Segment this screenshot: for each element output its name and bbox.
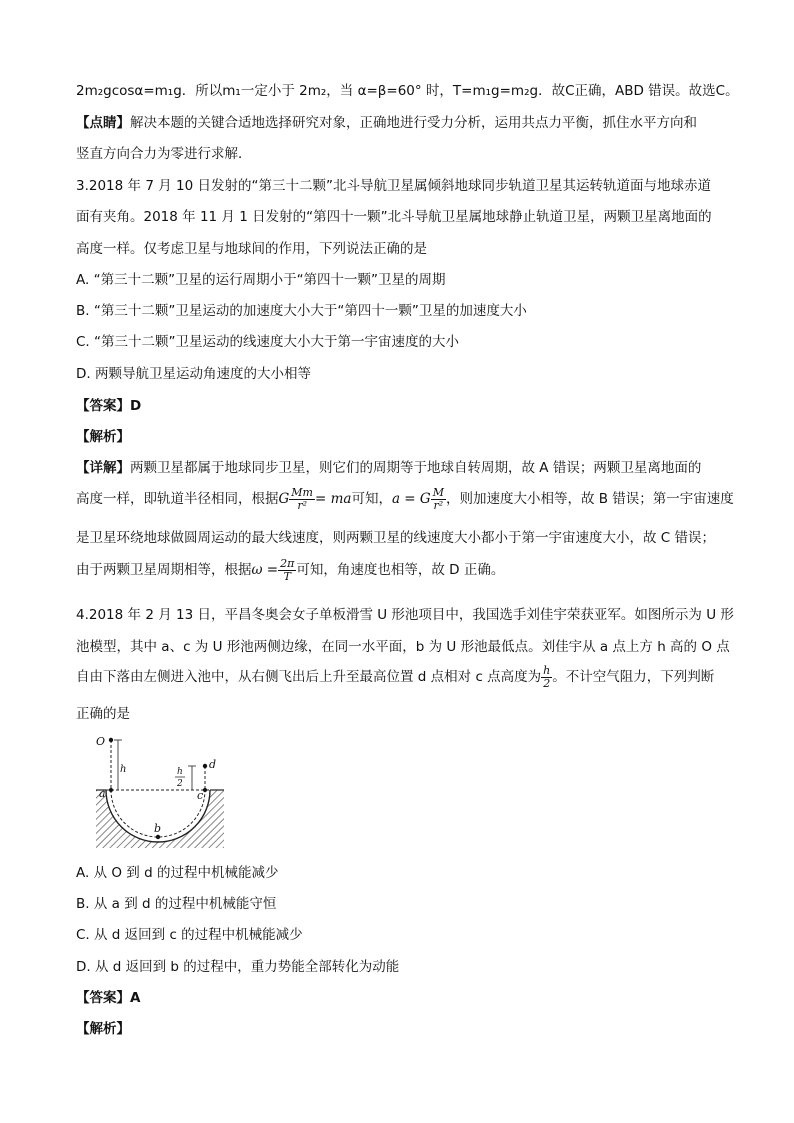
q4-option-d: D. 从 d 返回到 b 的过程中，重力势能全部转化为动能 <box>76 959 400 975</box>
q4-stem-line1: 4.2018 年 2 月 13 日，平昌冬奥会女子单板滑雪 U 形池项目中，我国选手刘佳宇荣获亚军。如图所示为 U 形 <box>76 607 734 623</box>
label-h2-num: h <box>177 767 183 777</box>
formula-acceleration: a = G $\frac{M}{\text{r²}}$ <box>391 486 444 512</box>
q4-stem-line4: 正确的是 <box>76 706 130 722</box>
label-h: h <box>120 764 127 775</box>
q3-detail-line3: 是卫星环绕地球做圆周运动的最大线速度，则两颗卫星的线速度大小都小于第一宇宙速度大小，故 C 错误； <box>76 530 716 546</box>
q4-analysis-label: 【解析】 <box>76 1021 130 1037</box>
label-d: d <box>209 758 217 771</box>
point-a <box>109 788 113 792</box>
detail-text: 两颗卫星都属于地球同步卫星，则它们的周期等于地球自转周期，故 A 错误；两颗卫星离地面的 <box>130 460 702 476</box>
q3-answer: 【答案】D <box>76 398 142 414</box>
label-c: c <box>197 789 204 802</box>
point-b <box>156 835 160 839</box>
q4-option-c: C. 从 d 返回到 c 的过程中机械能减少 <box>76 927 303 943</box>
point-d <box>203 764 207 768</box>
formula-gravity: G $\frac{Mm}{\text{r²}}$ = ma <box>278 486 352 512</box>
q3-stem-line2: 面有夹角。2018 年 11 月 1 日发射的“第四十一颗”北斗导航卫星属地球静止轨道卫星，两颗卫星离地面的 <box>76 209 712 225</box>
point-o <box>109 738 113 742</box>
u-pool-figure <box>96 734 224 850</box>
q3-option-d: D. 两颗导航卫星运动角速度的大小相等 <box>76 366 311 382</box>
label-o: O <box>96 735 106 748</box>
q3-stem-line3: 高度一样。仅考虑卫星与地球间的作用，下列说法正确的是 <box>76 241 427 257</box>
q3-option-a: A. “第三十二颗”卫星的运行周期小于“第四十一颗”卫星的周期 <box>76 272 446 288</box>
fraction-h-over-2: $\frac{h}{2}$ <box>543 663 551 690</box>
q3-detail-line2: 高度一样，即轨道半径相同，根据G $\frac{Mm}{\text{r²}}$ = ma可知，a = G $\frac{M}{\text{r²}}$ ，则加速度大小相等，故 B 错误；第一宇宙速度 <box>76 486 734 512</box>
q3-detail-line4: 由于两颗卫星周期相等，根据ω = $\frac{2\pi}{T}$ 可知，角速度也相等，故 D 正确。 <box>76 557 505 583</box>
q4-stem-line2: 池模型，其中 a、c 为 U 形池两侧边缘，在同一水平面，b 为 U 形池最低点。刘佳宇从 a 点上方 h 高的 O 点 <box>76 639 730 655</box>
point-c <box>203 788 207 792</box>
label-h2-den: 2 <box>177 779 183 789</box>
comment-text: 解决本题的关键合适地选择研究对象，正确地进行受力分析，运用共点力平衡，抓住水平方向和 <box>130 115 697 131</box>
q4-option-b: B. 从 a 到 d 的过程中机械能守恒 <box>76 896 277 912</box>
q2-comment-line1 <box>76 113 697 133</box>
q4-answer: 【答案】A <box>76 990 141 1006</box>
q3-analysis-label: 【解析】 <box>76 429 130 445</box>
label-a: a <box>99 787 106 800</box>
label-b: b <box>154 822 162 835</box>
q3-stem-line1: 3.2018 年 7 月 10 日发射的“第三十二颗”北斗导航卫星属倾斜地球同步轨道卫星其运转轨道面与地球赤道 <box>76 178 711 194</box>
q3-option-c: C. “第三十二颗”卫星运动的线速度大小大于第一宇宙速度的大小 <box>76 334 459 350</box>
formula-omega: ω = $\frac{2\pi}{T}$ <box>251 557 295 583</box>
q4-stem-line3: 自由下落由左侧进入池中，从右侧飞出后上升至最高位置 d 点相对 c 点高度为 $\frac{h}{2}$ 。不计空气阻力，下列判断 <box>76 663 715 690</box>
q2-comment-line2: 竖直方向合力为零进行求解． <box>76 146 252 162</box>
comment-label: 【点睛】 <box>76 115 130 131</box>
q3-option-b: B. “第三十二颗”卫星运动的加速度大小大于“第四十一颗”卫星的加速度大小 <box>76 303 527 319</box>
detail-label: 【详解】 <box>76 460 130 476</box>
q3-detail-line1 <box>76 458 701 478</box>
q2-conclusion-line: 2m₂gcosα=m₁g．所以m₁一定小于 2m₂，当 α=β=60° 时，T=m₁g=m₂g．故C正确，ABD 错误。故选C。 <box>76 83 739 99</box>
q4-option-a: A. 从 O 到 d 的过程中机械能减少 <box>76 865 279 881</box>
u-pool-diagram <box>96 734 224 850</box>
